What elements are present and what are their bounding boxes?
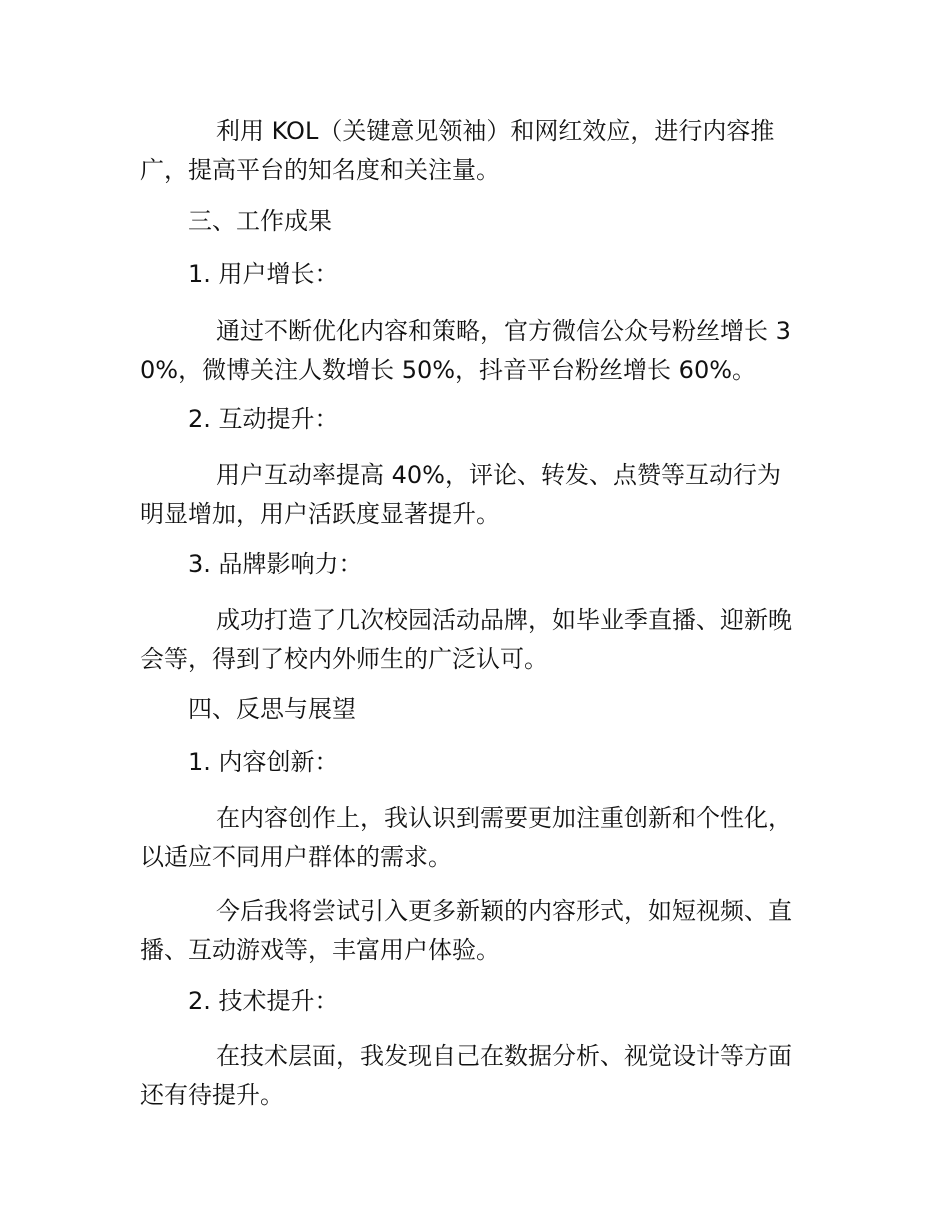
paragraph-content-innovation: 在内容创作上，我认识到需要更加注重创新和个性化，以适应不同用户群体的需求。 [140, 804, 792, 871]
section-heading-reflection: 四、反思与展望 [188, 695, 356, 723]
paragraph-kol-promotion: 利用 KOL（关键意见领袖）和网红效应，进行内容推广，提高平台的知名度和关注量。 [140, 117, 775, 184]
subheading-brand-influence: 3. 品牌影响力： [188, 550, 363, 578]
paragraph-technical-improvement: 在技术层面，我发现自己在数据分析、视觉设计等方面还有待提升。 [140, 1042, 792, 1109]
paragraph-brand-influence: 成功打造了几次校园活动品牌，如毕业季直播、迎新晚会等，得到了校内外师生的广泛认可。 [140, 606, 792, 673]
paragraph-interaction: 用户互动率提高 40%，评论、转发、点赞等互动行为明显增加，用户活跃度显著提升。 [140, 461, 781, 528]
section-heading-work-results: 三、工作成果 [188, 207, 332, 235]
subheading-technical-improvement: 2. 技术提升： [188, 987, 339, 1015]
subheading-user-growth: 1. 用户增长： [188, 260, 339, 288]
paragraph-user-growth: 通过不断优化内容和策略，官方微信公众号粉丝增长 30%，微博关注人数增长 50%，抖音平台粉丝增长 60%。 [140, 317, 791, 384]
paragraph-future-plans: 今后我将尝试引入更多新颖的内容形式，如短视频、直播、互动游戏等，丰富用户体验。 [140, 897, 792, 964]
subheading-interaction: 2. 互动提升： [188, 405, 339, 433]
subheading-content-innovation: 1. 内容创新： [188, 748, 339, 776]
